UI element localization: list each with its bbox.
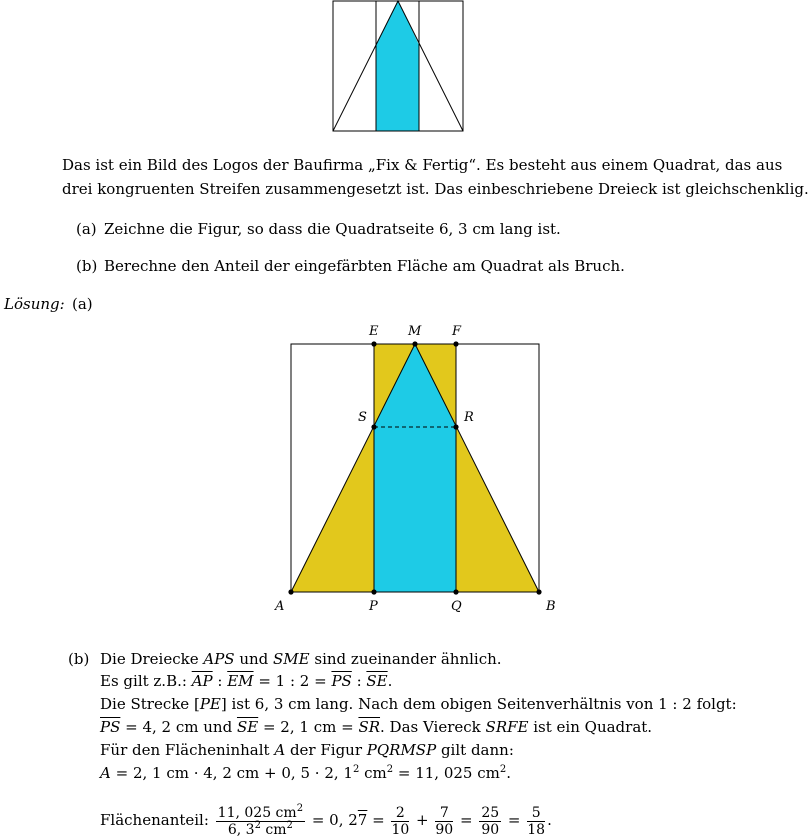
- solution-b-label: (b): [68, 650, 90, 668]
- fraction-5-18: $\frac{5}{18}$: [527, 804, 546, 838]
- point-A: [288, 589, 293, 594]
- b-line-4: $\overline{PS} = 4$, 2 cm und $\overline{SE} = 2$, 1 cm = $\overline{SR}$. Das Viereck SRFE ist ein Quadrat.: [100, 718, 653, 736]
- label-Q: Q: [451, 599, 462, 614]
- fraction-25-90: $\frac{25}{90}$: [481, 804, 500, 838]
- point-Q: [453, 589, 458, 594]
- label-S: S: [358, 410, 367, 425]
- b-line-1: Die Dreiecke APS und SME sind zueinander ähnlich.: [100, 650, 502, 668]
- point-B: [536, 589, 541, 594]
- point-E: [371, 341, 376, 346]
- fraction-2-10: $\frac{2}{10}$: [391, 804, 410, 838]
- task-b-label: (b): [76, 257, 98, 275]
- point-R: [453, 424, 458, 429]
- b-line-7: Flächenanteil: $\frac{11, 025 cm^2}{6, 3^2 cm^2}$ = 0, 27 = $\frac{2}{10}$ + $\frac{7}{90}$ = $\frac{25}{90}$ = $\frac{5}{18}$ .: [100, 802, 552, 838]
- intro-line-2: drei kongruenten Streifen zusammengesetzt ist. Das einbeschriebene Dreieck ist gleichschenklig.: [62, 180, 809, 198]
- label-E: E: [369, 324, 379, 339]
- b-line-6: A = 2, 1 cm · 4, 2 cm + 0, 5 · 2, $1^2$ $cm^2 = 11$, 025 $cm^2$.: [100, 764, 512, 782]
- label-B: B: [546, 599, 556, 614]
- solution-a-label: (a): [72, 295, 93, 313]
- point-F: [453, 341, 458, 346]
- solution-label: Lösung:: [4, 295, 65, 313]
- solution-figure: [270, 318, 570, 618]
- label-F: F: [452, 324, 462, 339]
- point-P: [371, 589, 376, 594]
- b-line-5: Für den Flächeninhalt A der Figur PQRMSP gilt dann:: [100, 741, 514, 759]
- task-a-text: Zeichne die Figur, so dass die Quadratseite 6, 3 cm lang ist.: [104, 220, 561, 238]
- logo-figure: [332, 0, 464, 132]
- intro-line-1: Das ist ein Bild des Logos der Baufirma „Fix & Fertig“. Es besteht aus einem Quadrat, das aus: [62, 156, 783, 174]
- fraction-7-90: $\frac{7}{90}$: [435, 804, 454, 838]
- label-R: R: [464, 410, 474, 425]
- b-line-2: Es gilt z.B.: $\overline{AP}$ : $\overline{EM} = 1$ : $2 = \overline{PS}$ : $\overline{SE}$.: [100, 672, 393, 690]
- point-S: [371, 424, 376, 429]
- label-M: M: [408, 324, 422, 339]
- task-a-label: (a): [76, 220, 97, 238]
- b-line-3: Die Strecke [PE] ist 6, 3 cm lang. Nach dem obigen Seitenverhältnis von 1 : 2 folgt:: [100, 695, 737, 713]
- point-M: [412, 341, 417, 346]
- label-P: P: [369, 599, 378, 614]
- label-A: A: [275, 599, 285, 614]
- fraction-area-over-square: $\frac{11, 025 cm^2}{6, 3^2 cm^2}$: [217, 802, 304, 838]
- task-b-text: Berechne den Anteil der eingefärbten Fläche am Quadrat als Bruch.: [104, 257, 625, 275]
